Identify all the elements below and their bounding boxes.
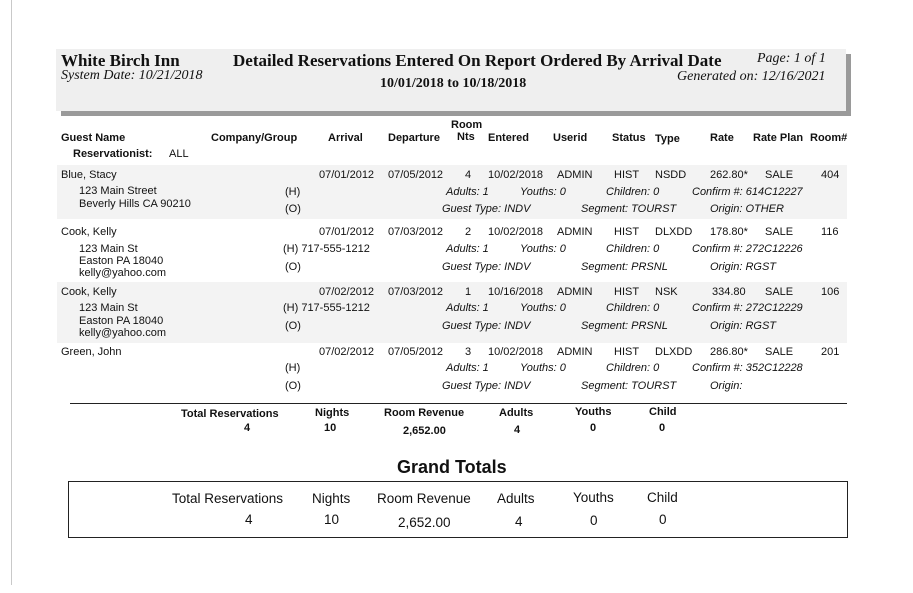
- guest-type: Guest Type: INDV: [442, 320, 531, 332]
- col-room-number: Room#: [810, 132, 848, 144]
- grand-totals-box: [68, 481, 848, 538]
- segment: Segment: PRSNL: [581, 320, 668, 332]
- total-nights-value: 10: [324, 422, 337, 434]
- home-phone: (H): [285, 362, 301, 374]
- address-line-1: 123 Main St: [79, 302, 138, 314]
- room-number: 404: [821, 169, 840, 181]
- entered-date: 10/02/2018: [488, 226, 544, 238]
- room-type: NSK: [655, 286, 678, 298]
- entered-date: 10/02/2018: [488, 169, 544, 181]
- col-arrival: Arrival: [328, 132, 363, 144]
- entered-date: 10/16/2018: [488, 286, 544, 298]
- address-line-1: 123 Main St: [79, 243, 138, 255]
- col-room-nts-top: Room: [451, 119, 483, 131]
- departure-date: 07/03/2012: [388, 286, 444, 298]
- email: kelly@yahoo.com: [79, 327, 166, 339]
- userid: ADMIN: [557, 346, 593, 358]
- total-adults-label: Adults: [499, 407, 534, 419]
- guest-name: Cook, Kelly: [61, 286, 117, 298]
- total-reservations-value: 4: [244, 422, 251, 434]
- grand-child-value: 0: [659, 512, 667, 527]
- children-count: Children: 0: [606, 186, 660, 198]
- status: HIST: [614, 169, 640, 181]
- grand-reservations-value: 4: [245, 512, 253, 527]
- home-phone: (H) 717-555-1212: [283, 243, 370, 255]
- departure-date: 07/03/2012: [388, 226, 444, 238]
- reservationist-value: ALL: [169, 148, 189, 160]
- youths-count: Youths: 0: [520, 243, 566, 255]
- rate-plan: SALE: [765, 346, 794, 358]
- segment: Segment: PRSNL: [581, 261, 668, 273]
- departure-date: 07/05/2012: [388, 169, 444, 181]
- arrival-date: 07/01/2012: [319, 226, 375, 238]
- grand-nights-value: 10: [324, 512, 340, 527]
- confirmation-number: Confirm #: 272C12226: [692, 243, 803, 255]
- page-margin-line: [11, 0, 12, 585]
- room-nights: 3: [465, 346, 472, 358]
- generated-date: Generated on: 12/16/2021: [677, 69, 826, 84]
- address-line-2: Easton PA 18040: [79, 255, 164, 267]
- guest-type: Guest Type: INDV: [442, 380, 531, 392]
- total-nights-label: Nights: [315, 407, 350, 419]
- report-title: Detailed Reservations Entered On Report Ordered By Arrival Date: [233, 51, 722, 70]
- col-guest-name: Guest Name: [61, 132, 126, 144]
- home-phone: (H): [285, 186, 301, 198]
- room-number: 201: [821, 346, 840, 358]
- grand-adults-label: Adults: [497, 491, 535, 506]
- col-userid: Userid: [553, 132, 588, 144]
- youths-count: Youths: 0: [520, 186, 566, 198]
- total-youths-value: 0: [590, 422, 597, 434]
- page-number: Page: 1 of 1: [757, 51, 826, 66]
- grand-reservations-label: Total Reservations: [172, 491, 284, 506]
- room-number: 106: [821, 286, 840, 298]
- guest-name: Cook, Kelly: [61, 226, 117, 238]
- reservationist-label: Reservationist:: [73, 148, 153, 160]
- room-nights: 4: [465, 169, 472, 181]
- userid: ADMIN: [557, 169, 593, 181]
- hotel-name: White Birch Inn: [61, 51, 180, 70]
- origin: Origin: RGST: [710, 261, 777, 273]
- col-departure: Departure: [388, 132, 440, 144]
- room-type: DLXDD: [655, 226, 693, 238]
- children-count: Children: 0: [606, 362, 660, 374]
- col-room-nts-bottom: Nts: [457, 131, 475, 143]
- total-child-label: Child: [649, 406, 677, 418]
- userid: ADMIN: [557, 226, 593, 238]
- segment: Segment: TOURST: [581, 380, 677, 392]
- adults-count: Adults: 1: [446, 362, 489, 374]
- guest-type: Guest Type: INDV: [442, 261, 531, 273]
- arrival-date: 07/01/2012: [319, 169, 375, 181]
- home-phone: (H) 717-555-1212: [283, 302, 370, 314]
- system-date: System Date: 10/21/2018: [61, 68, 203, 83]
- address-line-2: Easton PA 18040: [79, 315, 164, 327]
- grand-youths-value: 0: [590, 513, 598, 528]
- adults-count: Adults: 1: [446, 243, 489, 255]
- other-phone: (O): [285, 261, 301, 273]
- children-count: Children: 0: [606, 302, 660, 314]
- confirmation-number: Confirm #: 272C12229: [692, 302, 803, 314]
- status: HIST: [614, 346, 640, 358]
- arrival-date: 07/02/2012: [319, 346, 375, 358]
- rate: 334.80: [712, 286, 746, 298]
- total-adults-value: 4: [514, 424, 521, 436]
- status: HIST: [614, 226, 640, 238]
- grand-totals-title: Grand Totals: [397, 457, 507, 477]
- rate: 286.80*: [710, 346, 748, 358]
- departure-date: 07/05/2012: [388, 346, 444, 358]
- other-phone: (O): [285, 203, 301, 215]
- total-youths-label: Youths: [575, 406, 612, 418]
- room-type: DLXDD: [655, 346, 693, 358]
- grand-revenue-label: Room Revenue: [377, 491, 471, 506]
- rate: 262.80*: [710, 169, 748, 181]
- room-number: 116: [821, 226, 839, 238]
- origin: Origin:: [710, 380, 743, 392]
- status: HIST: [614, 286, 640, 298]
- grand-youths-label: Youths: [573, 490, 614, 505]
- totals-divider: [70, 403, 847, 404]
- origin: Origin: RGST: [710, 320, 777, 332]
- room-type: NSDD: [655, 169, 687, 181]
- other-phone: (O): [285, 320, 301, 332]
- segment: Segment: TOURST: [581, 203, 677, 215]
- col-rate-plan: Rate Plan: [753, 132, 804, 144]
- total-reservations-label: Total Reservations: [181, 408, 279, 420]
- col-company-group: Company/Group: [211, 132, 298, 144]
- rate-plan: SALE: [765, 286, 794, 298]
- grand-revenue-value: 2,652.00: [398, 515, 451, 530]
- grand-adults-value: 4: [515, 514, 523, 529]
- grand-nights-label: Nights: [312, 491, 351, 506]
- other-phone: (O): [285, 380, 301, 392]
- children-count: Children: 0: [606, 243, 660, 255]
- rate-plan: SALE: [765, 226, 794, 238]
- report-date-range: 10/01/2018 to 10/18/2018: [380, 76, 527, 91]
- guest-name: Green, John: [61, 346, 122, 358]
- origin: Origin: OTHER: [710, 203, 784, 215]
- confirmation-number: Confirm #: 614C12227: [692, 186, 803, 198]
- total-revenue-value: 2,652.00: [403, 425, 446, 437]
- adults-count: Adults: 1: [446, 186, 489, 198]
- confirmation-number: Confirm #: 352C12228: [692, 362, 803, 374]
- room-nights: 1: [465, 286, 472, 298]
- adults-count: Adults: 1: [446, 302, 489, 314]
- arrival-date: 07/02/2012: [319, 286, 375, 298]
- guest-name: Blue, Stacy: [61, 169, 117, 181]
- col-status: Status: [612, 132, 646, 144]
- youths-count: Youths: 0: [520, 302, 566, 314]
- grand-child-label: Child: [647, 490, 678, 505]
- col-entered: Entered: [488, 132, 529, 144]
- email: kelly@yahoo.com: [79, 267, 166, 279]
- rate-plan: SALE: [765, 169, 794, 181]
- total-revenue-label: Room Revenue: [384, 407, 465, 419]
- address-line-2: Beverly Hills CA 90210: [79, 198, 191, 210]
- userid: ADMIN: [557, 286, 593, 298]
- youths-count: Youths: 0: [520, 362, 566, 374]
- room-nights: 2: [465, 226, 472, 238]
- total-child-value: 0: [659, 422, 666, 434]
- rate: 178.80*: [710, 226, 748, 238]
- col-type: Type: [655, 133, 680, 145]
- guest-type: Guest Type: INDV: [442, 203, 531, 215]
- col-rate: Rate: [710, 132, 734, 144]
- entered-date: 10/02/2018: [488, 346, 544, 358]
- address-line-1: 123 Main Street: [79, 185, 157, 197]
